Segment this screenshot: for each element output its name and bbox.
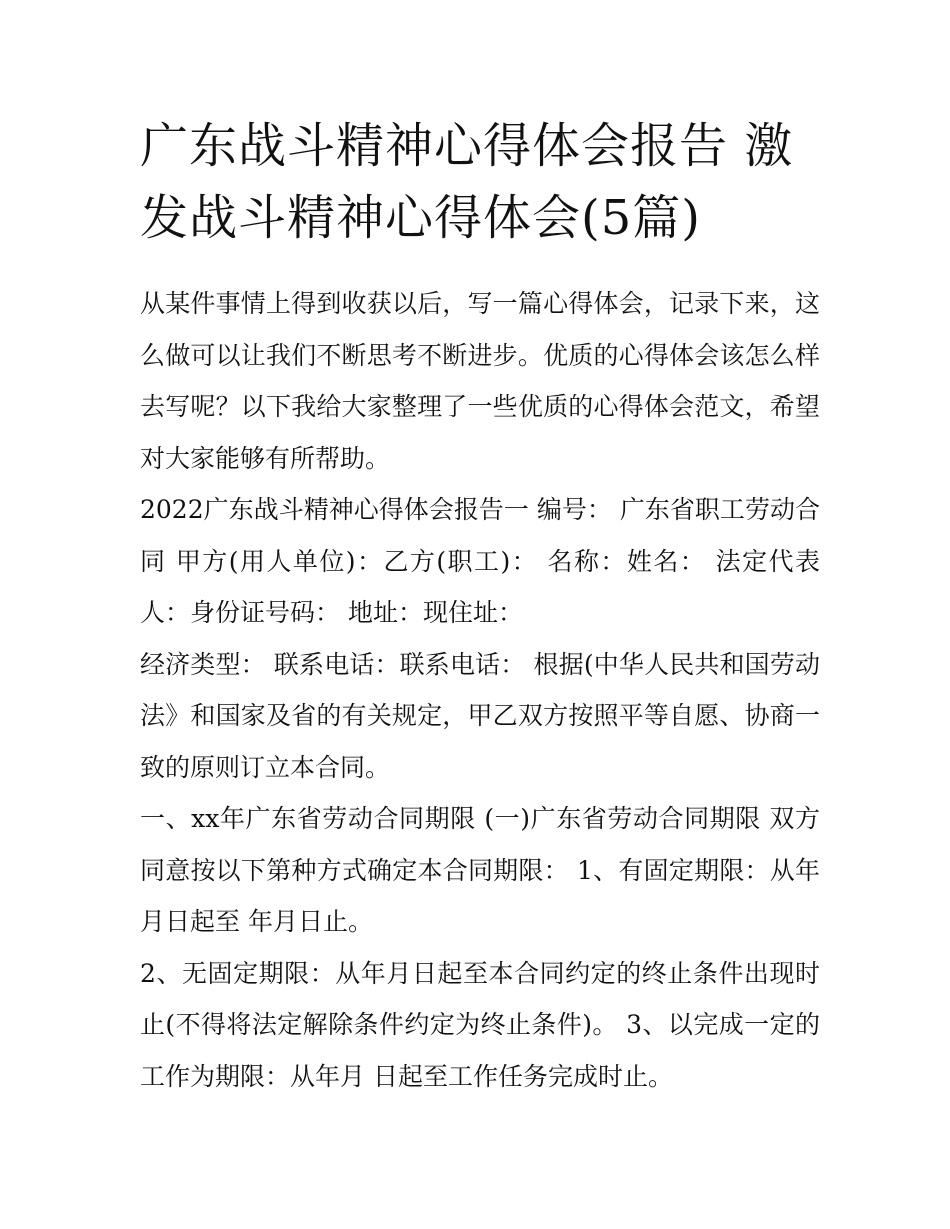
paragraph-contract-term-types: 2、无固定期限：从年月日起至本合同约定的终止条件出现时止(不得将法定解除条件约定为终止条件)。 3、以完成一定的工作为期限：从年月 日起至工作任务完成时止。 (140, 958, 820, 1091)
paragraph-intro: 从某件事情上得到收获以后，写一篇心得体会，记录下来，这么做可以让我们不断思考不断进步。优质的心得体会该怎么样去写呢？以下我给大家整理了一些优质的心得体会范文，希望对大家能够有所帮助。 (140, 289, 820, 473)
paragraph-contract-term: 一、xx年广东省劳动合同期限 (一)广东省劳动合同期限 双方同意按以下第种方式确定本合同期限： 1、有固定期限：从年月日起至 年月日止。 (140, 804, 820, 936)
document-title: 广东战斗精神心得体会报告 激发战斗精神心得体会(5篇) (140, 118, 794, 246)
paragraph-contract-basis: 经济类型： 联系电话：联系电话： 根据(中华人民共和国劳动法》和国家及省的有关规定，甲乙双方按照平等自愿、协商一致的原则订立本合同。 (140, 649, 820, 782)
document-body (140, 278, 820, 1102)
paragraph-contract-header: 2022广东战斗精神心得体会报告一 编号： 广东省职工劳动合同 甲方(用人单位)：乙方(职工)： 名称：姓名： 法定代表人：身份证号码： 地址：现住址： (140, 495, 820, 627)
